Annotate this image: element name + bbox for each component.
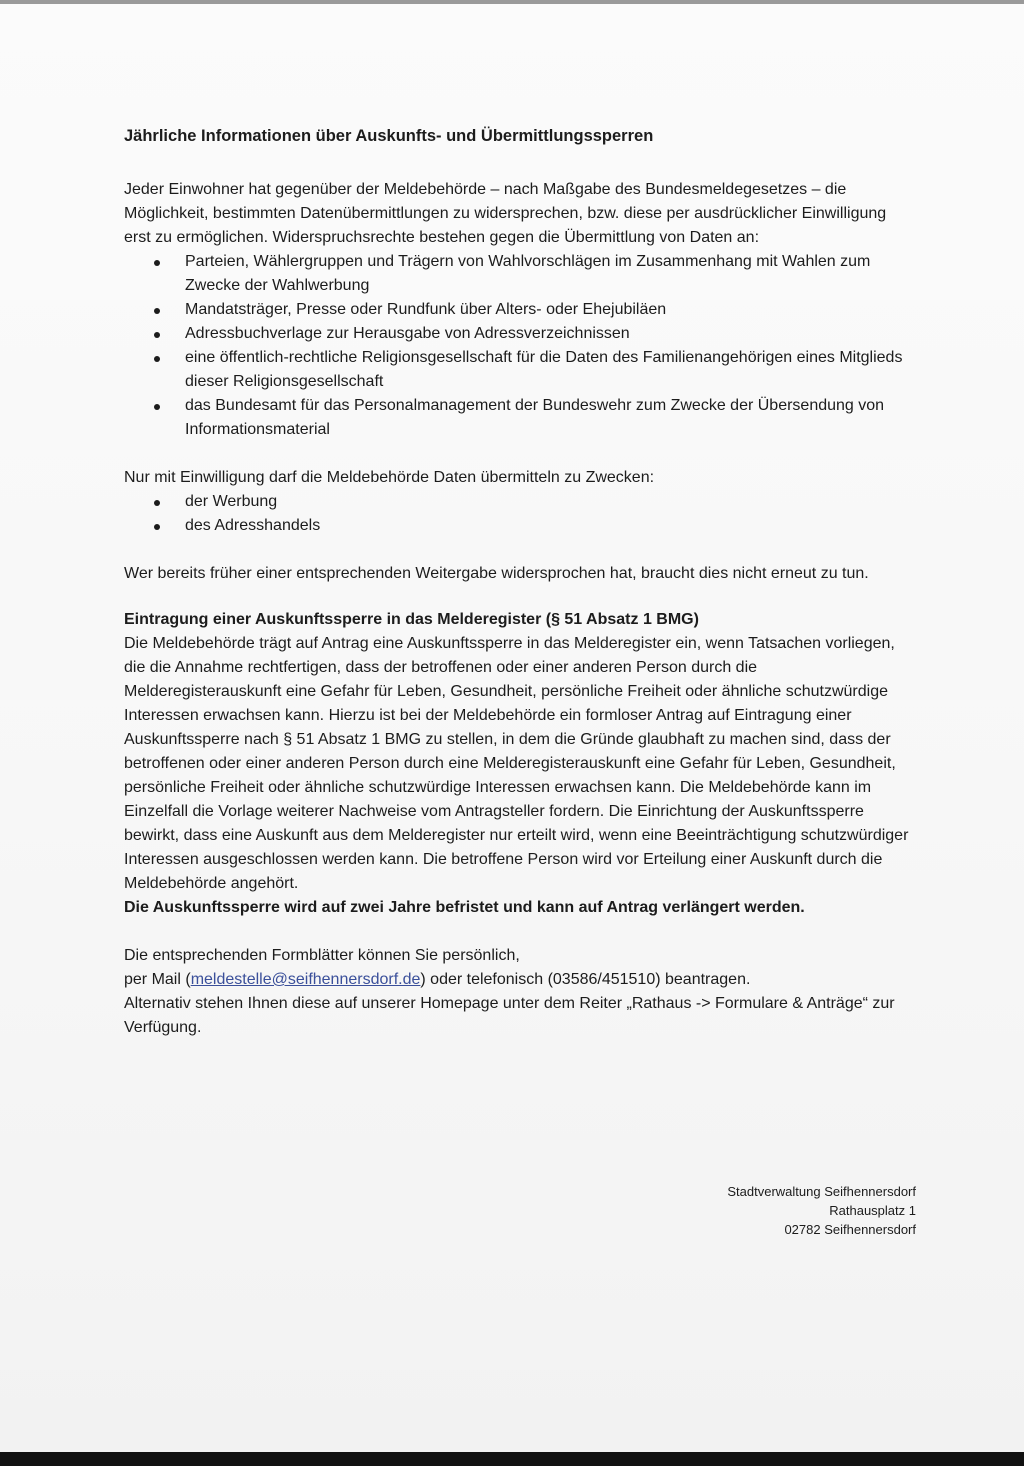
bullet-icon bbox=[154, 404, 160, 410]
intro-paragraph: Jeder Einwohner hat gegenüber der Meldebehörde – nach Maßgabe des Bundesmeldegesetzes – die Möglichkeit, bestimmten Datenübermittlungen zu widersprechen, bzw. diese per ausdrücklicher Einwilligung erst zu ermöglichen. Widerspruchsrechte bestehen gegen die Übermittlung von Daten an: bbox=[124, 181, 887, 246]
list-item-text: des Adresshandels bbox=[185, 517, 321, 534]
spacer bbox=[124, 538, 914, 562]
list-item-text: das Bundesamt für das Personalmanagement der Bundeswehr zum Zwecke der Übersendung von Informationsmaterial bbox=[185, 397, 885, 438]
bullet-icon bbox=[154, 356, 160, 362]
spacer bbox=[124, 920, 914, 944]
list-item-text: Mandatsträger, Presse oder Rundfunk über Alters- oder Ehejubiläen bbox=[185, 301, 667, 318]
list-item-text: eine öffentlich-rechtliche Religionsgesellschaft für die Daten des Familienangehörigen eines Mitglieds dieser Religionsgesellschaft bbox=[185, 349, 903, 390]
email-link[interactable]: meldestelle@seifhennersdorf.de bbox=[190, 971, 421, 988]
section-title: Eintragung einer Auskunftssperre in das Melderegister (§ 51 Absatz 1 BMG) bbox=[124, 611, 699, 628]
scan-bottom-edge bbox=[0, 1452, 1024, 1466]
list-item bbox=[124, 298, 914, 322]
list-item bbox=[124, 490, 914, 514]
previous-objection-note: Wer bereits früher einer entsprechenden Weitergabe widersprochen hat, braucht dies nicht erneut zu tun. bbox=[124, 565, 869, 582]
objection-list bbox=[124, 250, 914, 442]
document-body bbox=[124, 124, 914, 1040]
list-item-text: Adressbuchverlage zur Herausgabe von Adressverzeichnissen bbox=[185, 325, 630, 342]
list-item bbox=[124, 514, 914, 538]
address-line-3: 02782 Seifhennersdorf bbox=[784, 1222, 916, 1237]
forms-line-2 bbox=[124, 968, 914, 992]
spacer bbox=[124, 148, 914, 178]
consent-list bbox=[124, 490, 914, 538]
forms-line-1: Die entsprechenden Formblätter können Sie persönlich, bbox=[124, 947, 520, 964]
address-line-2: Rathausplatz 1 bbox=[829, 1203, 916, 1218]
bullet-icon bbox=[154, 500, 160, 506]
consent-intro: Nur mit Einwilligung darf die Meldebehörde Daten übermitteln zu Zwecken: bbox=[124, 469, 655, 486]
address-line-1: Stadtverwaltung Seifhennersdorf bbox=[727, 1184, 916, 1199]
forms-line-2-prefix: per Mail ( bbox=[124, 971, 191, 988]
bullet-icon bbox=[154, 524, 160, 530]
scan-top-edge bbox=[0, 0, 1024, 4]
list-item bbox=[124, 346, 914, 394]
forms-line-3: Alternativ stehen Ihnen diese auf unserer Homepage unter dem Reiter „Rathaus -> Formulare & Anträge“ zur Verfügung. bbox=[124, 995, 895, 1036]
list-item bbox=[124, 322, 914, 346]
bullet-icon bbox=[154, 260, 160, 266]
section-body: Die Meldebehörde trägt auf Antrag eine Auskunftssperre in das Melderegister ein, wenn Tatsachen vorliegen, die die Annahme rechtfertigen, dass der betroffenen oder einer anderen Person durch die Melderegisterauskunft eine Gefahr für Leben, Gesundheit, persönliche Freiheit oder ähnliche schutzwürdige Interessen erwachsen kann. Hierzu ist bei der Meldebehörde ein formloser Antrag auf Eintragung einer Auskunftssperre nach § 51 Absatz 1 BMG zu stellen, in dem die Gründe glaubhaft zu machen sind, dass der betroffenen oder einer anderen Person durch eine Melderegisterauskunft eine Gefahr für Leben, Gesundheit, persönliche Freiheit oder ähnliche schutzwürdige Interessen erwachsen kann. Die Meldebehörde kann im Einzelfall die Vorlage weiterer Nachweise vom Antragsteller fordern. Die Einrichtung der Auskunftssperre bewirkt, dass eine Auskunft aus dem Melderegister nur erteilt wird, wenn eine Beeinträchtigung schutzwürdiger Interessen ausgeschlossen werden kann. Die betroffene Person wird vor Erteilung einer Auskunft durch die Meldebehörde angehört. bbox=[124, 635, 909, 892]
forms-line-2-suffix: ) oder telefonisch (03586/451510) beantragen. bbox=[420, 971, 751, 988]
section-bold-note: Die Auskunftssperre wird auf zwei Jahre befristet und kann auf Antrag verlängert werden. bbox=[124, 899, 805, 916]
list-item bbox=[124, 250, 914, 298]
spacer bbox=[124, 586, 914, 608]
bullet-icon bbox=[154, 332, 160, 338]
list-item bbox=[124, 394, 914, 442]
list-item-text: Parteien, Wählergruppen und Trägern von Wahlvorschlägen im Zusammenhang mit Wahlen zum Zwecke der Wahlwerbung bbox=[185, 253, 871, 294]
spacer bbox=[124, 442, 914, 466]
document-title: Jährliche Informationen über Auskunfts- und Übermittlungssperren bbox=[124, 127, 654, 145]
list-item-text: der Werbung bbox=[185, 493, 278, 510]
bullet-icon bbox=[154, 308, 160, 314]
sender-address bbox=[620, 1182, 916, 1239]
